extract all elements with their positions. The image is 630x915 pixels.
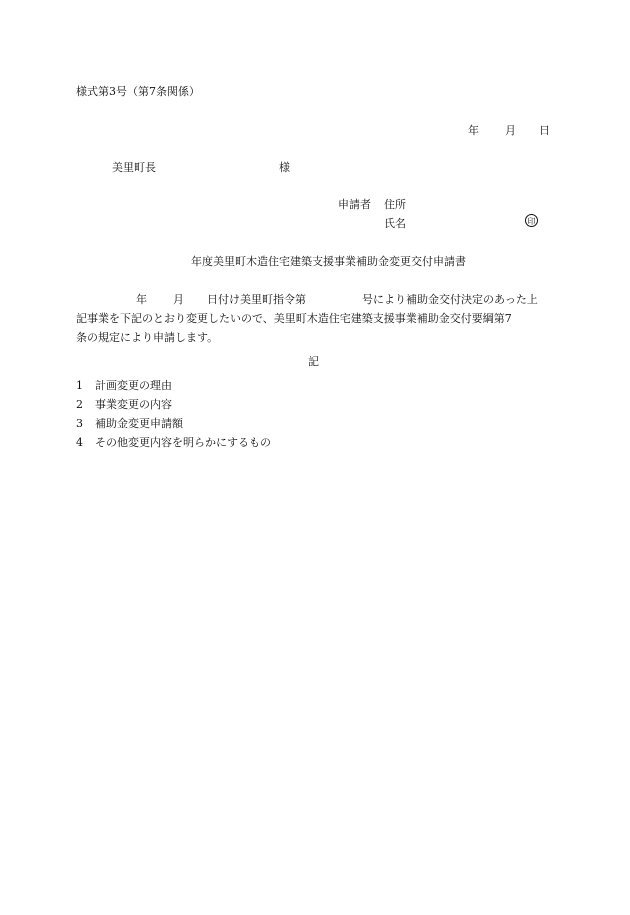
document-title: 年度美里町木造住宅建築支援事業補助金変更交付申請書 [191,255,466,268]
list-item-number: 3 [76,417,83,430]
applicant-label: 申請者 [338,198,371,211]
body-line-2: 記事業を下記のとおり変更したいので、美里町木造住宅建築支援事業補助金交付要綱第7 [76,312,512,325]
body-month: 月 [173,293,184,306]
address-label: 住所 [384,198,406,211]
list-item-text: その他変更内容を明らかにするもの [95,436,271,449]
addressee-name: 美里町長 [112,161,156,174]
seal-mark: 印 [525,214,538,227]
list-item-number: 4 [76,436,83,449]
form-label: 様式第3号（第7条関係） [76,85,200,98]
body-rest: 号により補助金交付決定のあった上 [362,293,538,306]
body-year: 年 [136,293,147,306]
ki-heading: 記 [308,355,319,368]
list-item-number: 1 [76,379,83,392]
date-month-label: 月 [505,124,516,137]
list-item-text: 事業変更の内容 [95,398,172,411]
list-item [76,399,172,410]
list-item-text: 計画変更の理由 [95,379,172,392]
body-line-3: 条の規定により申請します。 [76,331,219,344]
list-item-text: 補助金変更申請額 [95,417,183,430]
list-item [76,418,183,429]
list-item-number: 2 [76,398,83,411]
date-year-label: 年 [468,124,479,137]
date-day-label: 日 [539,124,550,137]
list-item [76,380,172,391]
name-label: 氏名 [384,217,406,230]
body-dated: 日付け美里町指令第 [207,293,306,306]
list-item [76,437,271,448]
addressee-honorific: 様 [279,161,290,174]
